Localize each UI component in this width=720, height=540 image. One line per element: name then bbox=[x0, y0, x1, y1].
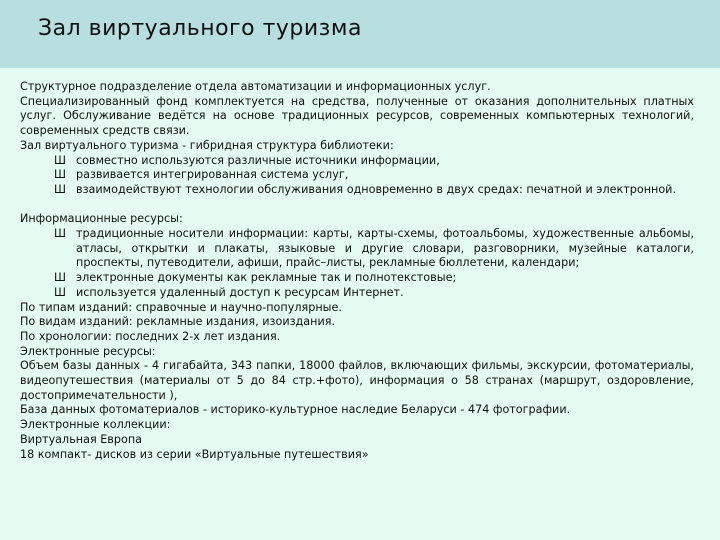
bullet-item bbox=[20, 154, 694, 169]
bullet-marker: Ш bbox=[54, 227, 66, 241]
bullet-item bbox=[20, 227, 694, 271]
bullet-text: совместно используются различные источники информации, bbox=[76, 153, 440, 167]
bullet-marker: Ш bbox=[54, 285, 66, 299]
bullet-marker: Ш bbox=[54, 168, 66, 182]
bullet-text: взаимодействуют технологии обслуживания одновременно в двух средах: печатной и электронной. bbox=[76, 182, 677, 196]
paragraph: Объем базы данных - 4 гигабайта, 343 папки, 18000 файлов, включающих фильмы, экскурсии, фотоматериалы, видеопутешествия (материалы от 5 до 84 стр.+фото), информация о 58 странах (маршрут, оздоровление, достопримечательности ), bbox=[20, 359, 694, 402]
paragraph: По типам изданий: справочные и научно-популярные. bbox=[20, 300, 342, 314]
bullet-item bbox=[20, 286, 694, 301]
bullet-marker: Ш bbox=[54, 271, 66, 285]
paragraph: По хронологии: последних 2-х лет издания. bbox=[20, 329, 281, 343]
paragraph: Информационные ресурсы: bbox=[20, 212, 183, 226]
paragraph: По видам изданий: рекламные издания, изоиздания. bbox=[20, 315, 336, 329]
page-title: Зал виртуального туризма bbox=[38, 16, 362, 41]
paragraph: Электронные ресурсы: bbox=[20, 344, 156, 358]
bullet-item bbox=[20, 168, 694, 183]
paragraph: 18 компакт- дисков из серии «Виртуальные путешествия» bbox=[20, 447, 369, 461]
paragraph: База данных фотоматериалов - историко-культурное наследие Беларуси - 474 фотографии. bbox=[20, 403, 571, 417]
bullet-marker: Ш bbox=[54, 182, 66, 196]
paragraph: Электронные коллекции: bbox=[20, 418, 171, 432]
bullet-text: развивается интегрированная система услуг, bbox=[76, 168, 349, 182]
bullet-item bbox=[20, 271, 694, 286]
slide-body bbox=[20, 80, 694, 462]
paragraph: Структурное подразделение отдела автоматизации и информационных услуг. bbox=[20, 80, 491, 93]
paragraph: Виртуальная Европа bbox=[20, 432, 143, 446]
bullet-text: традиционные носители информации: карты, карты-схемы, фотоальбомы, художественные альбомы, атласы, открытки и плакаты, языковые и другие словари, разговорники, музейные каталоги, проспекты, путеводители, афиши, прайс–листы, рекламные бюллетени, календари; bbox=[76, 227, 694, 270]
bullet-marker: Ш bbox=[54, 153, 66, 167]
paragraph: Специализированный фонд комплектуется на средства, полученные от оказания дополнительных платных услуг. Обслуживание ведётся на основе традиционных ресурсов, современных компьютерных технологий, современных средств связи. bbox=[20, 94, 694, 138]
paragraph: Зал виртуального туризма - гибридная структура библиотеки: bbox=[20, 138, 394, 152]
bullet-text: используется удаленный доступ к ресурсам Интернет. bbox=[76, 285, 404, 299]
spacer bbox=[20, 198, 694, 213]
bullet-text: электронные документы как рекламные так и полнотекстовые; bbox=[76, 271, 457, 285]
bullet-item bbox=[20, 183, 694, 198]
header-band bbox=[0, 0, 720, 68]
